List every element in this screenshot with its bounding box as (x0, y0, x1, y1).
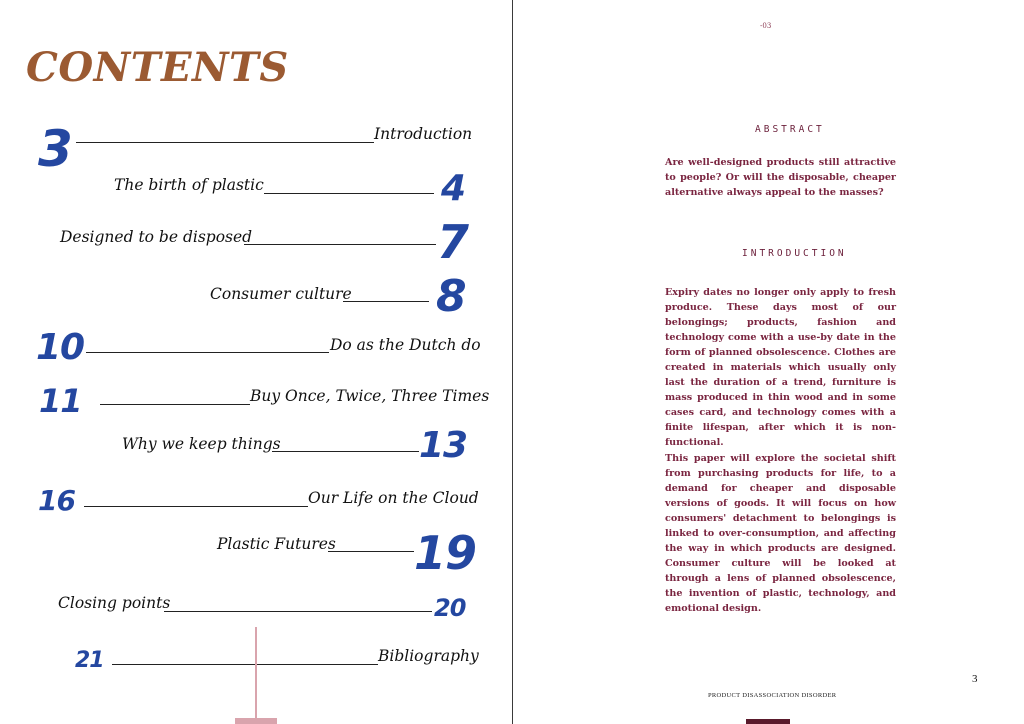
toc-entry-title: Designed to be disposed (60, 228, 253, 246)
toc-leader-line (343, 301, 429, 302)
toc-page-number: 4 (441, 168, 466, 209)
decorative-vertical-line (255, 627, 257, 724)
toc-page-number: 8 (436, 271, 466, 322)
toc-page-number: 11 (39, 382, 82, 420)
intro-paragraph: This paper will explore the societal shift from purchasing products for life, to a demand for cheaper and disposable versions of goods. It will focus on how consumers' detachment to belongings is linked to over-consumption, and affecting the way in which products are designed. Consumer culture will be looked at through a lens of planned obsolescence, the invention of plastic, technology, and emotional design. (665, 453, 896, 614)
toc-page-number: 21 (75, 648, 104, 673)
toc-entry-title: Our Life on the Cloud (308, 489, 479, 507)
toc-page-number: 19 (414, 526, 477, 580)
toc-leader-line (76, 142, 374, 143)
toc-entry-title: The birth of plastic (114, 176, 264, 194)
footer-title: PRODUCT DISASSOCIATION DISORDER (708, 692, 837, 699)
toc-page-number: 7 (437, 215, 469, 269)
toc-leader-line (100, 404, 250, 405)
intro-paragraph: Expiry dates no longer only apply to fresh produce. These days most of our belongings; products, fashion and technology come with a use-by date in the form of planned obsolescence. Clothes are created in materials which usually only last the duration of a trend, furniture is mass produced in thin wood and in some cases card, and technology comes with a finite lifespan, after which it is non-functional. (665, 287, 896, 448)
toc-entry-title: Buy Once, Twice, Three Times (250, 387, 490, 405)
toc-entry-title: Do as the Dutch do (330, 336, 481, 354)
contents-title: CONTENTS (26, 44, 289, 91)
toc-leader-line (86, 352, 329, 353)
abstract-text: Are well-designed products still attractive to people? Or will the disposable, cheaper alternative always appeal to the masses? (665, 157, 896, 198)
page-number: 3 (972, 673, 978, 685)
decorative-block (235, 718, 277, 724)
toc-leader-line (244, 244, 436, 245)
toc-leader-line (264, 193, 434, 194)
toc-leader-line (84, 506, 308, 507)
toc-page-number: 20 (434, 594, 466, 622)
introduction-heading: INTRODUCTION (742, 248, 847, 259)
toc-entry-title: Bibliography (378, 647, 479, 665)
toc-leader-line (112, 664, 378, 665)
toc-entry-title: Plastic Futures (217, 535, 336, 553)
toc-entry-title: Closing points (58, 594, 171, 612)
toc-page-number: 3 (38, 120, 72, 178)
toc-entry-title: Introduction (374, 125, 473, 143)
toc-leader-line (164, 611, 432, 612)
folio-label: -03 (760, 22, 772, 30)
toc-page-number: 13 (419, 425, 468, 466)
abstract-heading: ABSTRACT (755, 124, 825, 135)
decorative-block (746, 719, 790, 724)
toc-leader-line (272, 451, 419, 452)
toc-leader-line (328, 551, 414, 552)
toc-entry-title: Consumer culture (210, 285, 352, 303)
toc-page-number: 10 (36, 327, 85, 368)
toc-page-number: 16 (38, 484, 75, 517)
toc-entry-title: Why we keep things (122, 435, 281, 453)
